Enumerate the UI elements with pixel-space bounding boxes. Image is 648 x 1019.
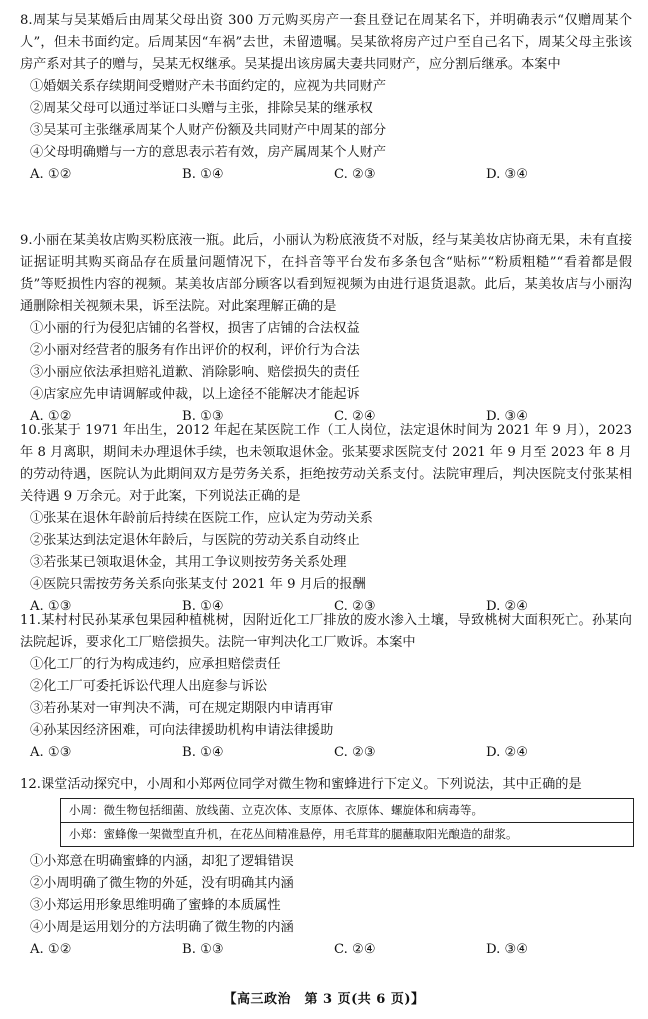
question-11-option-2: ②化工厂可委托诉讼代理人出庭参与诉讼 — [30, 679, 268, 694]
choice-d: D. ③④ — [486, 409, 529, 424]
question-12-option-1: ①小郑意在明确蜜蜂的内涵，却犯了逻辑错误 — [30, 854, 294, 869]
question-11-option-3: ③若孙某对一审判决不满，可在规定期限内申请再审 — [30, 701, 334, 716]
choice-b: B. ①③ — [182, 409, 224, 424]
question-12-option-4: ④小周是运用划分的方法明确了微生物的内涵 — [30, 920, 294, 935]
question-9-option-4: ④店家应先申请调解或仲裁，以上途径不能解决才能起诉 — [30, 387, 360, 402]
question-10-option-1: ①张某在退休年龄前后持续在医院工作，应认定为劳动关系 — [30, 511, 373, 526]
question-9-option-2: ②小丽对经营者的服务有作出评价的权利，评价行为合法 — [30, 343, 360, 358]
definition-xiaozhou: 小周：微生物包括细菌、放线菌、立克次体、支原体、衣原体、螺旋体和病毒等。 — [69, 803, 483, 817]
choice-d: D. ③④ — [486, 167, 529, 182]
choice-a: A. ①③ — [30, 745, 72, 760]
question-12-option-2: ②小周明确了微生物的外延，没有明确其内涵 — [30, 876, 294, 891]
choice-c: C. ②④ — [334, 409, 376, 424]
question-8-stem: 8.周某与吴某婚后由周某父母出资 300 万元购买房产一套且登记在周某名下，并明确表示“仅赠周某个人”，但未书面约定。后周某因“车祸”去世，未留遗嘱。吴某欲将房产过户至自己名下，周某父母主张该房产系对其子的赠与，吴某无权继承。吴某提出该房属夫妻共同财产，应分割后继承。本案中 — [20, 13, 632, 72]
question-9-option-1: ①小丽的行为侵犯店铺的名誉权，损害了店铺的合法权益 — [30, 321, 360, 336]
page-footer: 【高三政治 第 3 页(共 6 页)】 — [223, 992, 425, 1007]
question-8-option-3: ③吴某可主张继承周某个人财产份额及共同财产中周某的部分 — [30, 123, 387, 138]
question-11-stem: 11.某村村民孙某承包果园种植桃树，因附近化工厂排放的废水渗入土壤，导致桃树大面积死亡。孙某向法院起诉，要求化工厂赔偿损失。法院一审判决化工厂败诉。本案中 — [20, 613, 632, 650]
question-8-option-1: ①婚姻关系存续期间受赠财产未书面约定的，应视为共同财产 — [30, 79, 387, 94]
question-10-option-2: ②张某达到法定退休年龄后，与医院的劳动关系自动终止 — [30, 533, 360, 548]
choice-b: B. ①④ — [182, 599, 224, 614]
question-8-choices — [20, 164, 632, 186]
definition-xiaozheng: 小郑：蜜蜂像一架微型直升机，在花丛间精准悬停，用毛茸茸的腿蘸取阳光酿造的甜浆。 — [61, 822, 633, 846]
choice-c: C. ②③ — [334, 599, 376, 614]
question-12-choices — [20, 939, 632, 961]
question-10-option-4: ④医院只需按劳务关系向张某支付 2021 年 9 月后的报酬 — [30, 577, 366, 592]
question-12-stem: 12.课堂活动探究中，小周和小郑两位同学对微生物和蜜蜂进行下定义。下列说法，其中正确的是 — [20, 777, 582, 792]
choice-c: C. ②③ — [334, 167, 376, 182]
question-10-stem: 10.张某于 1971 年出生，2012 年起在某医院工作（工人岗位，法定退休时间为 2021 年 9 月），2023 年 8 月离职，期间未办理退休手续，也未领取退休金。张某要求医院支付 2021 年 9 月至 2023 年 8 月的劳动待遇，医院认为此期间双方是劳务关系，拒绝按劳动关系支付。法院审理后，判决医院支付张某相关待遇 9 万余元。对于此案，下列说法正确的是 — [20, 423, 632, 504]
choice-d: D. ②④ — [486, 745, 529, 760]
question-8-option-4: ④父母明确赠与一方的意思表示若有效，房产属周某个人财产 — [30, 145, 387, 160]
question-10 — [20, 420, 632, 618]
choice-a: A. ①③ — [30, 599, 72, 614]
question-11-choices — [20, 742, 632, 764]
question-11-option-4: ④孙某因经济困难，可向法律援助机构申请法律援助 — [30, 723, 334, 738]
question-9 — [20, 230, 632, 428]
question-9-stem: 9.小丽在某美妆店购买粉底液一瓶。此后，小丽认为粉底液货不对版，经与某美妆店协商无果，未有直接证据证明其购买商品存在质量问题情况下，在抖音等平台发布多条包含“贴标”“粉质粗糙”“看着都是假货”等贬损性内容的视频。某美妆店部分顾客以看到短视频为由进行退货退款。此后，某美妆店与小丽沟通删除相关视频未果，诉至法院。对此案理解正确的是 — [20, 233, 632, 314]
choice-a: A. ①② — [30, 409, 72, 424]
question-11 — [20, 610, 632, 764]
definition-box — [60, 798, 634, 847]
question-8 — [20, 10, 632, 186]
choice-b: B. ①③ — [182, 942, 224, 957]
question-12-option-3: ③小郑运用形象思维明确了蜜蜂的本质属性 — [30, 898, 281, 913]
choice-a: A. ①② — [30, 942, 72, 957]
question-12 — [20, 774, 632, 961]
choice-d: D. ②④ — [486, 599, 529, 614]
choice-a: A. ①② — [30, 167, 72, 182]
question-9-option-3: ③小丽应依法承担赔礼道歉、消除影响、赔偿损失的责任 — [30, 365, 360, 380]
choice-c: C. ②③ — [334, 745, 376, 760]
choice-b: B. ①④ — [182, 745, 224, 760]
choice-b: B. ①④ — [182, 167, 224, 182]
question-8-option-2: ②周某父母可以通过举证口头赠与主张，排除吴某的继承权 — [30, 101, 373, 116]
choice-c: C. ②④ — [334, 942, 376, 957]
choice-d: D. ③④ — [486, 942, 529, 957]
question-10-option-3: ③若张某已领取退休金，其用工争议则按劳务关系处理 — [30, 555, 347, 570]
question-11-option-1: ①化工厂的行为构成违约，应承担赔偿责任 — [30, 657, 281, 672]
